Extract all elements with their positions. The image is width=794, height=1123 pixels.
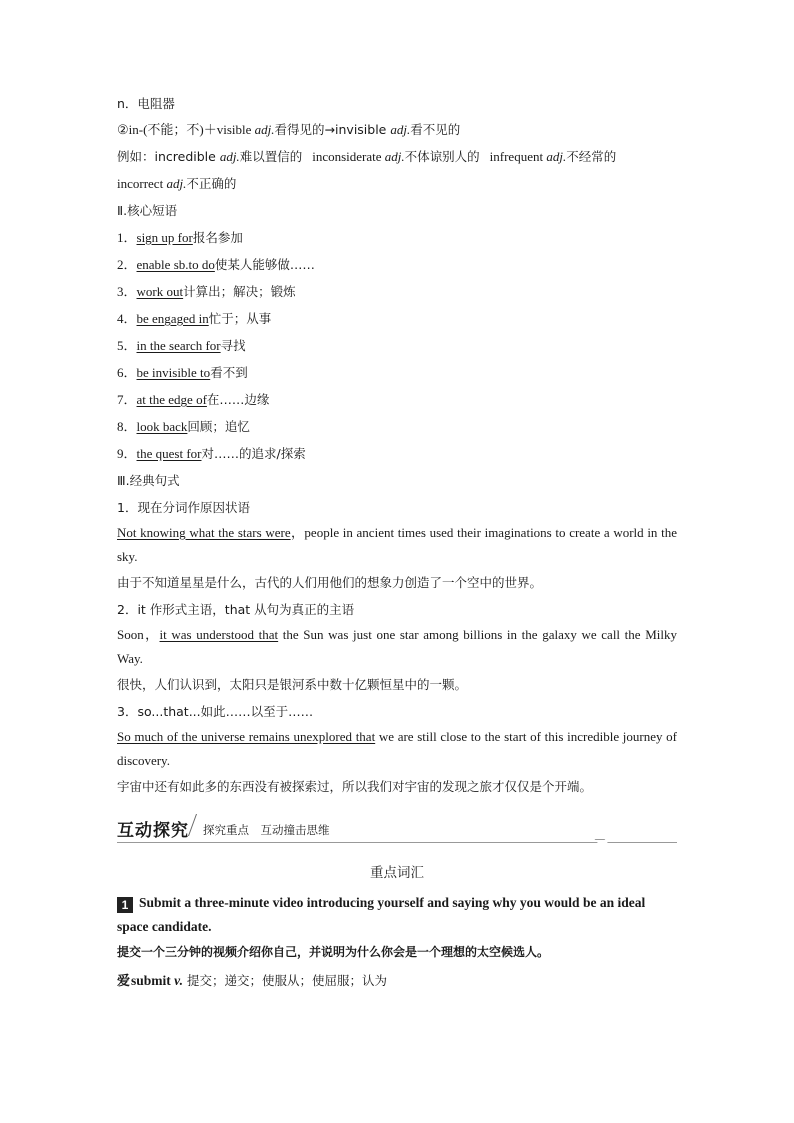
sentence-2-title: 2．it 作形式主语，that 从句为真正的主语 bbox=[117, 602, 355, 617]
examples-text-b: 难以置信的 bbox=[239, 149, 303, 164]
vocab-sentence-chinese: 提交一个三分钟的视频介绍你自己，并说明为什么你会是一个理想的太空候选人。 bbox=[117, 945, 550, 959]
adj-abbr: adj. bbox=[546, 149, 567, 164]
vocab-sentence-english bbox=[117, 891, 677, 939]
phrase-item bbox=[117, 413, 677, 440]
resistor-line bbox=[117, 92, 677, 116]
phrase-english: look back bbox=[136, 419, 188, 434]
examples-text-f: 不经常的 bbox=[566, 149, 617, 164]
sentence-3-title: 3．so...that...如此……以至于…… bbox=[117, 704, 314, 719]
section-divider-slash bbox=[188, 814, 197, 836]
adj-abbr: adj. bbox=[390, 122, 411, 137]
phrase-item bbox=[117, 224, 677, 251]
vocab-word: submit bbox=[131, 973, 175, 988]
prefix-line bbox=[117, 116, 677, 143]
examples-text-d: 不体谅别人的 bbox=[404, 149, 480, 164]
vocab-word-line bbox=[117, 966, 677, 997]
phrase-chinese: 看不到 bbox=[210, 365, 248, 380]
phrase-chinese: 报名参加 bbox=[192, 230, 243, 245]
sentence-2-pre: Soon， bbox=[117, 627, 160, 642]
sentence-2-rest: the Sun was just one star among billions in the galaxy we call the Milky Way. bbox=[117, 627, 677, 666]
phrase-english: at the edge of bbox=[136, 392, 207, 407]
phrase-chinese: 回顾；追忆 bbox=[187, 419, 250, 434]
phrase-english: in the search for bbox=[136, 338, 221, 353]
section-title: 互动探究 bbox=[117, 821, 189, 841]
phrase-item bbox=[117, 251, 677, 278]
phrase-chinese: 计算出；解决；锻炼 bbox=[183, 284, 296, 299]
sentence-1-title: 1．现在分词作原因状语 bbox=[117, 500, 250, 515]
sentence-3-underlined: So much of the universe remains unexplored that bbox=[117, 729, 376, 744]
incorrect-line bbox=[117, 170, 677, 197]
phrase-item bbox=[117, 278, 677, 305]
mark-icon: 爱 bbox=[117, 974, 130, 989]
phrase-english: enable sb.to do bbox=[136, 257, 215, 272]
sentence-2-chinese: 很快，人们认识到，太阳只是银河系中数十亿颗恒星中的一颗。 bbox=[117, 677, 468, 692]
section-subtitle: 探究重点 互动撞击思维 bbox=[203, 823, 330, 837]
vocab-sentence-text: Submit a three-minute video introducing yourself and saying why you would be an ideal space candidate. bbox=[117, 895, 646, 934]
sentence-3-chinese: 宇宙中还有如此多的东西没有被探索过，所以我们对宇宙的发现之旅才仅仅是个开端。 bbox=[117, 779, 593, 794]
phrase-item bbox=[117, 332, 677, 359]
phrase-list bbox=[117, 224, 677, 467]
phrase-english: work out bbox=[136, 284, 184, 299]
phrase-number: 3． bbox=[117, 284, 137, 299]
sentence-1-chinese: 由于不知道星星是什么，古代的人们用他们的想象力创造了一个空中的世界。 bbox=[117, 575, 543, 590]
phrase-number: 7． bbox=[117, 392, 137, 407]
phrase-item bbox=[117, 305, 677, 332]
phrase-english: be engaged in bbox=[136, 311, 209, 326]
phrase-chinese: 对……的追求/探索 bbox=[201, 446, 306, 461]
number-badge: 1 bbox=[117, 897, 133, 913]
phrase-number: 6． bbox=[117, 365, 137, 380]
phrase-item bbox=[117, 386, 677, 413]
adj-abbr: adj. bbox=[384, 149, 405, 164]
phrase-chinese: 寻找 bbox=[220, 338, 246, 353]
phrase-item bbox=[117, 359, 677, 386]
phrase-number: 5． bbox=[117, 338, 137, 353]
sentence-1-english bbox=[117, 521, 677, 569]
sentence-2-english bbox=[117, 623, 677, 671]
resistor-text: n．电阻器 bbox=[117, 96, 175, 111]
adj-abbr: adj. bbox=[166, 176, 187, 191]
adj-abbr: adj. bbox=[219, 149, 240, 164]
phrase-english: the quest for bbox=[136, 446, 202, 461]
prefix-text-c: 看不见的 bbox=[410, 122, 461, 137]
phrase-number: 1． bbox=[117, 230, 137, 245]
adj-abbr: adj. bbox=[254, 122, 275, 137]
incorrect-text-b: 不正确的 bbox=[186, 176, 237, 191]
phrase-item bbox=[117, 440, 677, 467]
phrases-heading: Ⅱ.核心短语 bbox=[117, 203, 178, 218]
sentence-1-rest: ，people in ancient times used their imaginations to create a world in the sky. bbox=[117, 525, 677, 564]
vocab-heading: 重点词汇 bbox=[370, 865, 424, 881]
sentence-3-english bbox=[117, 725, 677, 773]
incorrect-text-a: incorrect bbox=[117, 176, 167, 191]
phrase-number: 2． bbox=[117, 257, 137, 272]
phrase-number: 4． bbox=[117, 311, 137, 326]
sentence-2-underlined: it was understood that bbox=[159, 627, 279, 642]
phrase-chinese: 使某人能够做…… bbox=[214, 257, 315, 272]
sentences-heading: Ⅲ.经典句式 bbox=[117, 473, 180, 488]
examples-text-a: 例如：incredible bbox=[117, 149, 220, 164]
vocab-pos: v. bbox=[174, 973, 184, 988]
sentence-3-rest: we are still close to the start of this incredible journey of discovery. bbox=[117, 729, 677, 768]
section-tick-decoration bbox=[594, 839, 609, 845]
vocab-meaning: 提交；递交；使服从；使屈服；认为 bbox=[187, 973, 388, 988]
sentence-1-underlined: Not knowing what the stars were bbox=[117, 525, 291, 540]
phrase-number: 9． bbox=[117, 446, 137, 461]
section-header bbox=[117, 816, 677, 843]
phrase-english: sign up for bbox=[136, 230, 193, 245]
document-page bbox=[117, 92, 677, 997]
phrase-english: be invisible to bbox=[136, 365, 211, 380]
examples-text-e: infrequent bbox=[489, 149, 547, 164]
phrase-chinese: 在……边缘 bbox=[206, 392, 270, 407]
prefix-text-a: ②in-(不能；不)＋visible bbox=[117, 122, 255, 137]
prefix-text-b: 看得见的→invisible bbox=[274, 122, 391, 137]
phrase-number: 8． bbox=[117, 419, 137, 434]
examples-line bbox=[117, 143, 677, 170]
phrase-chinese: 忙于；从事 bbox=[208, 311, 272, 326]
examples-text-c: inconsiderate bbox=[312, 149, 385, 164]
